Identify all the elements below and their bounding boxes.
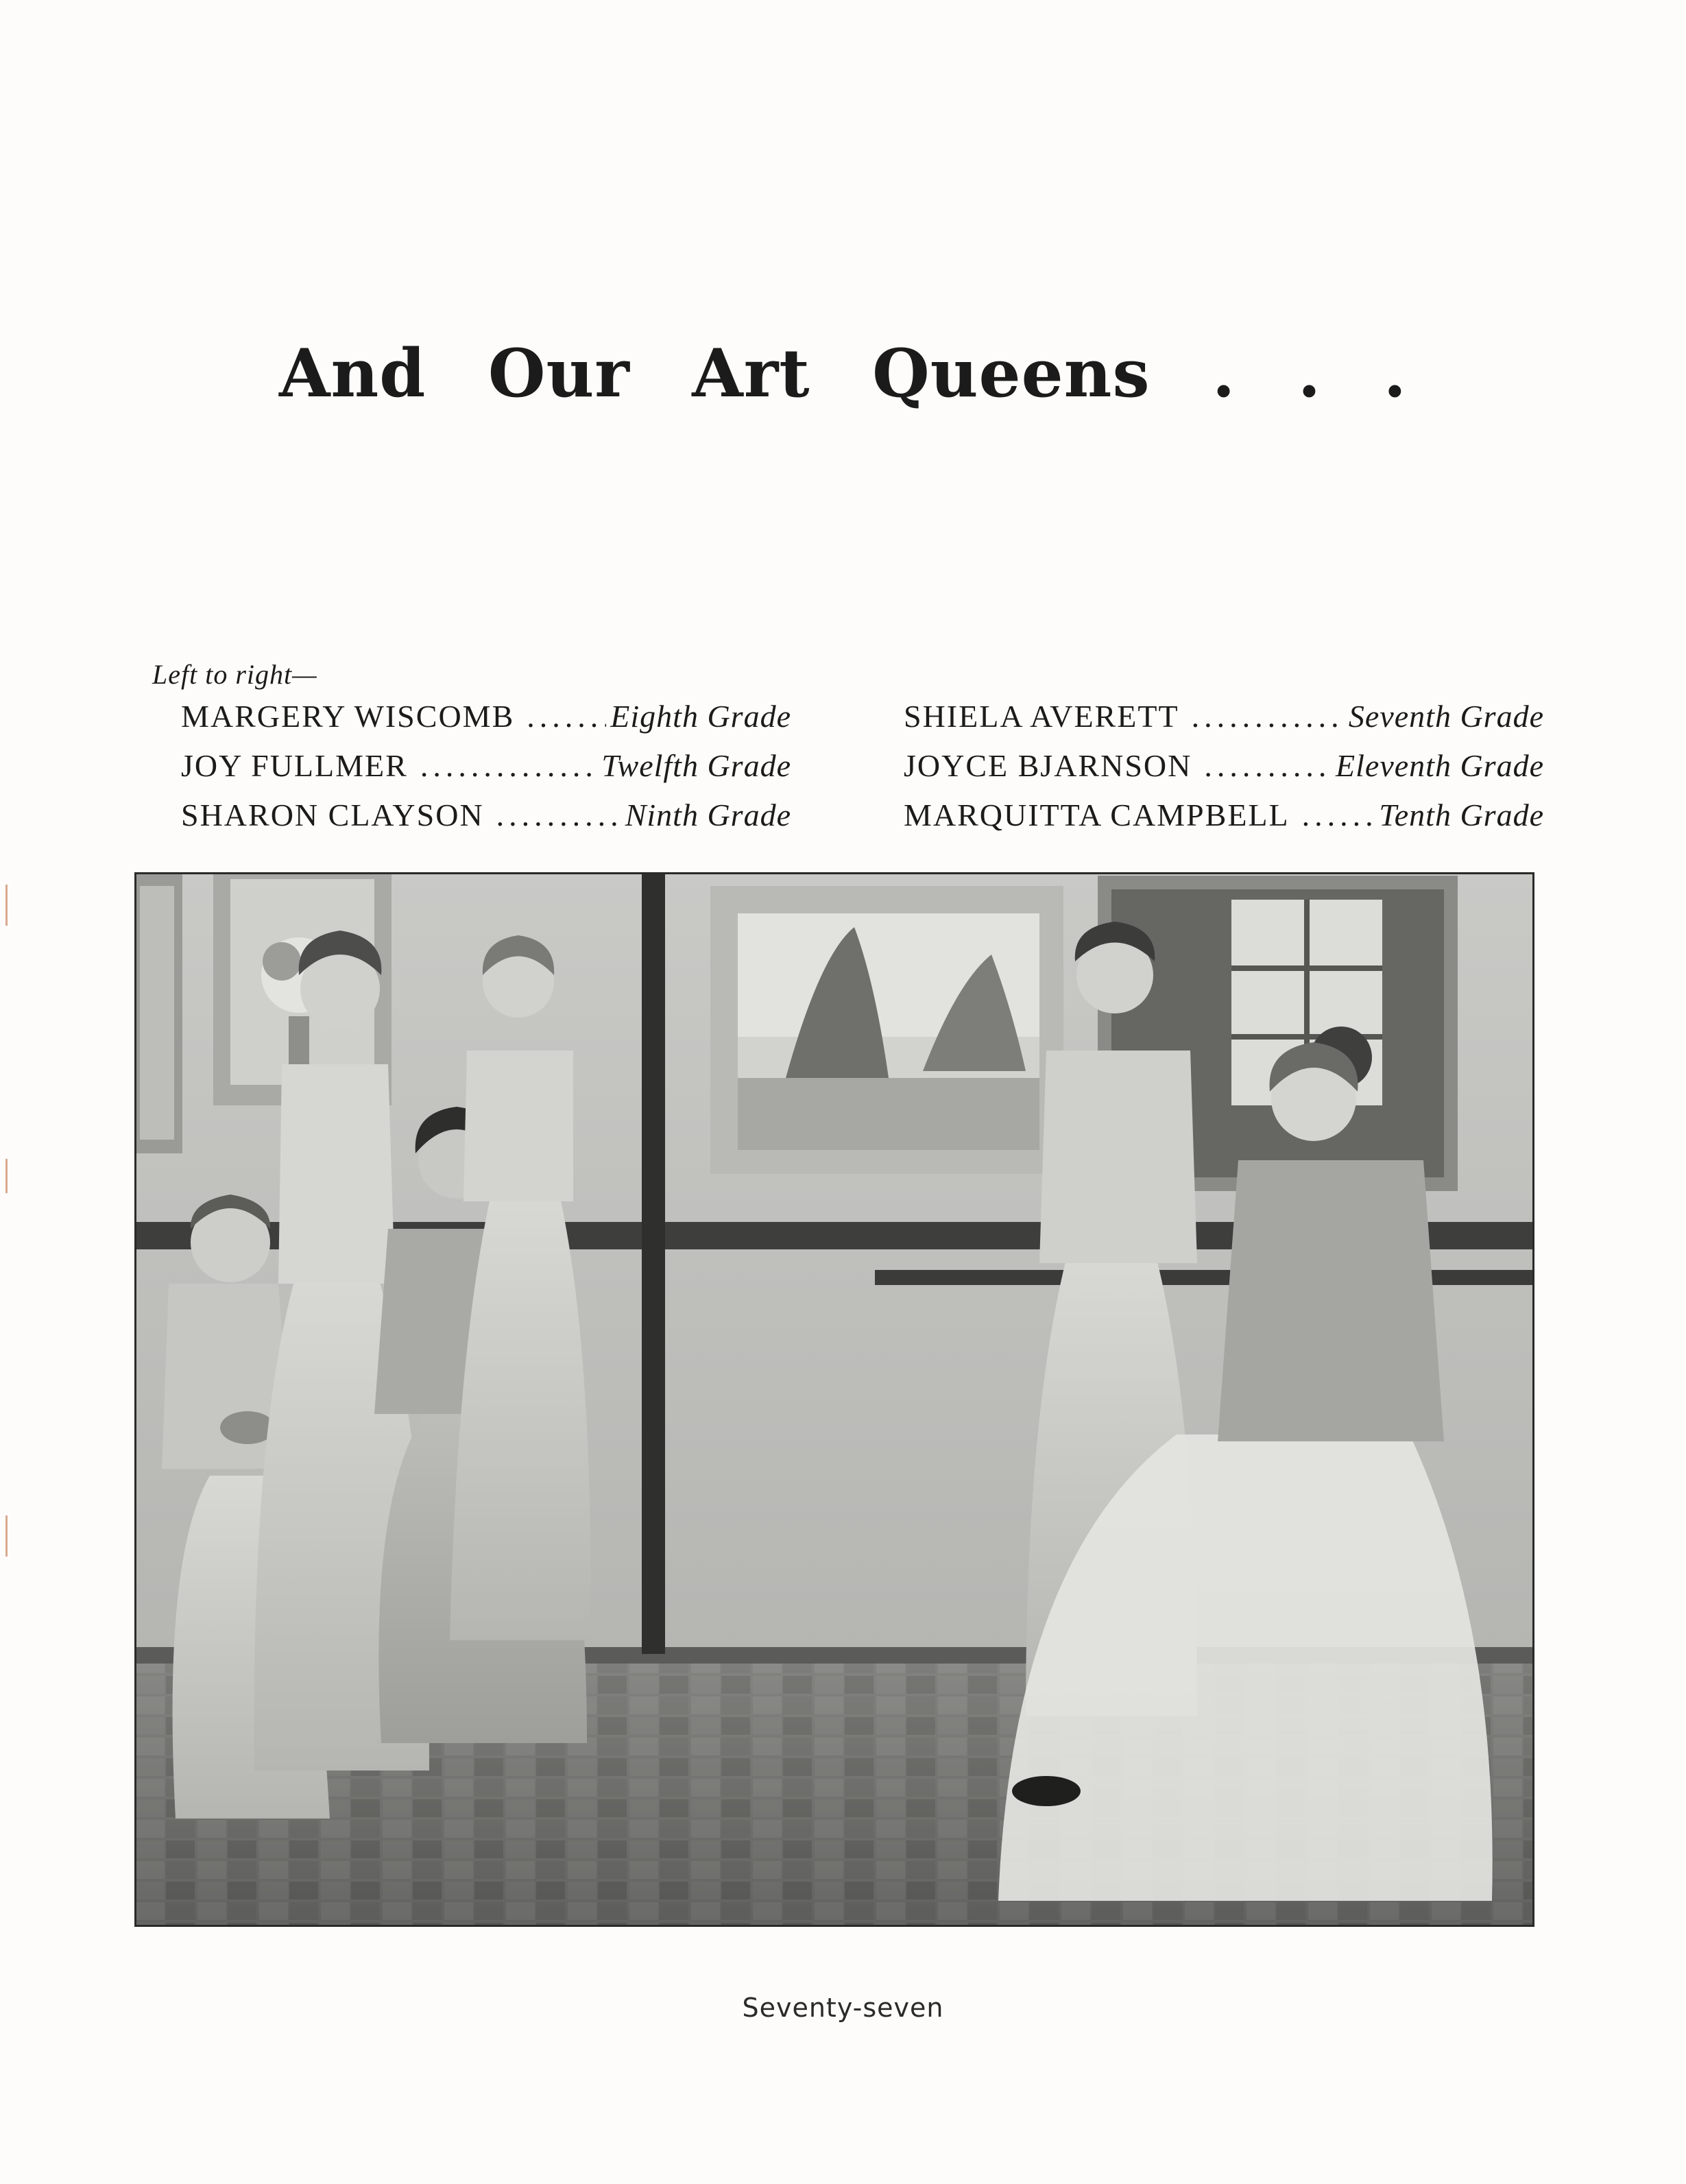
person-grade: Eighth Grade	[610, 699, 791, 734]
page-number: Seventy-seven	[742, 1993, 944, 2023]
group-photo-illustration	[134, 872, 1534, 1927]
person-name: SHIELA AVERETT	[904, 699, 1179, 734]
name-row	[181, 698, 791, 747]
person-name: MARGERY WISCOMB	[181, 699, 515, 734]
name-row	[904, 797, 1544, 846]
person-grade: Twelfth Grade	[601, 748, 791, 783]
names-column-right	[904, 698, 1544, 846]
dot-leader	[1192, 698, 1345, 734]
dot-leader	[1204, 747, 1332, 784]
dot-leader	[1302, 797, 1375, 833]
person-name: JOYCE BJARNSON	[904, 748, 1192, 783]
name-row	[181, 797, 791, 846]
names-column-left	[181, 698, 791, 846]
dot-leader	[496, 797, 621, 833]
margin-mark	[5, 1159, 8, 1193]
dot-leader	[527, 698, 606, 734]
margin-mark	[5, 885, 8, 926]
name-row	[181, 747, 791, 797]
person-name: MARQUITTA CAMPBELL	[904, 797, 1290, 832]
name-row	[904, 698, 1544, 747]
person-grade: Seventh Grade	[1348, 699, 1544, 734]
caption-intro: Left to right—	[152, 659, 317, 690]
person-grade: Ninth Grade	[625, 797, 791, 832]
dot-leader	[420, 747, 598, 784]
person-name: JOY FULLMER	[181, 748, 408, 783]
group-photo	[134, 872, 1534, 1927]
name-row	[904, 747, 1544, 797]
margin-mark	[5, 1515, 8, 1557]
person-grade: Tenth Grade	[1379, 797, 1544, 832]
page-title: And Our Art Queens . . .	[278, 335, 1408, 412]
person-grade: Eleventh Grade	[1336, 748, 1544, 783]
person-name: SHARON CLAYSON	[181, 797, 484, 832]
